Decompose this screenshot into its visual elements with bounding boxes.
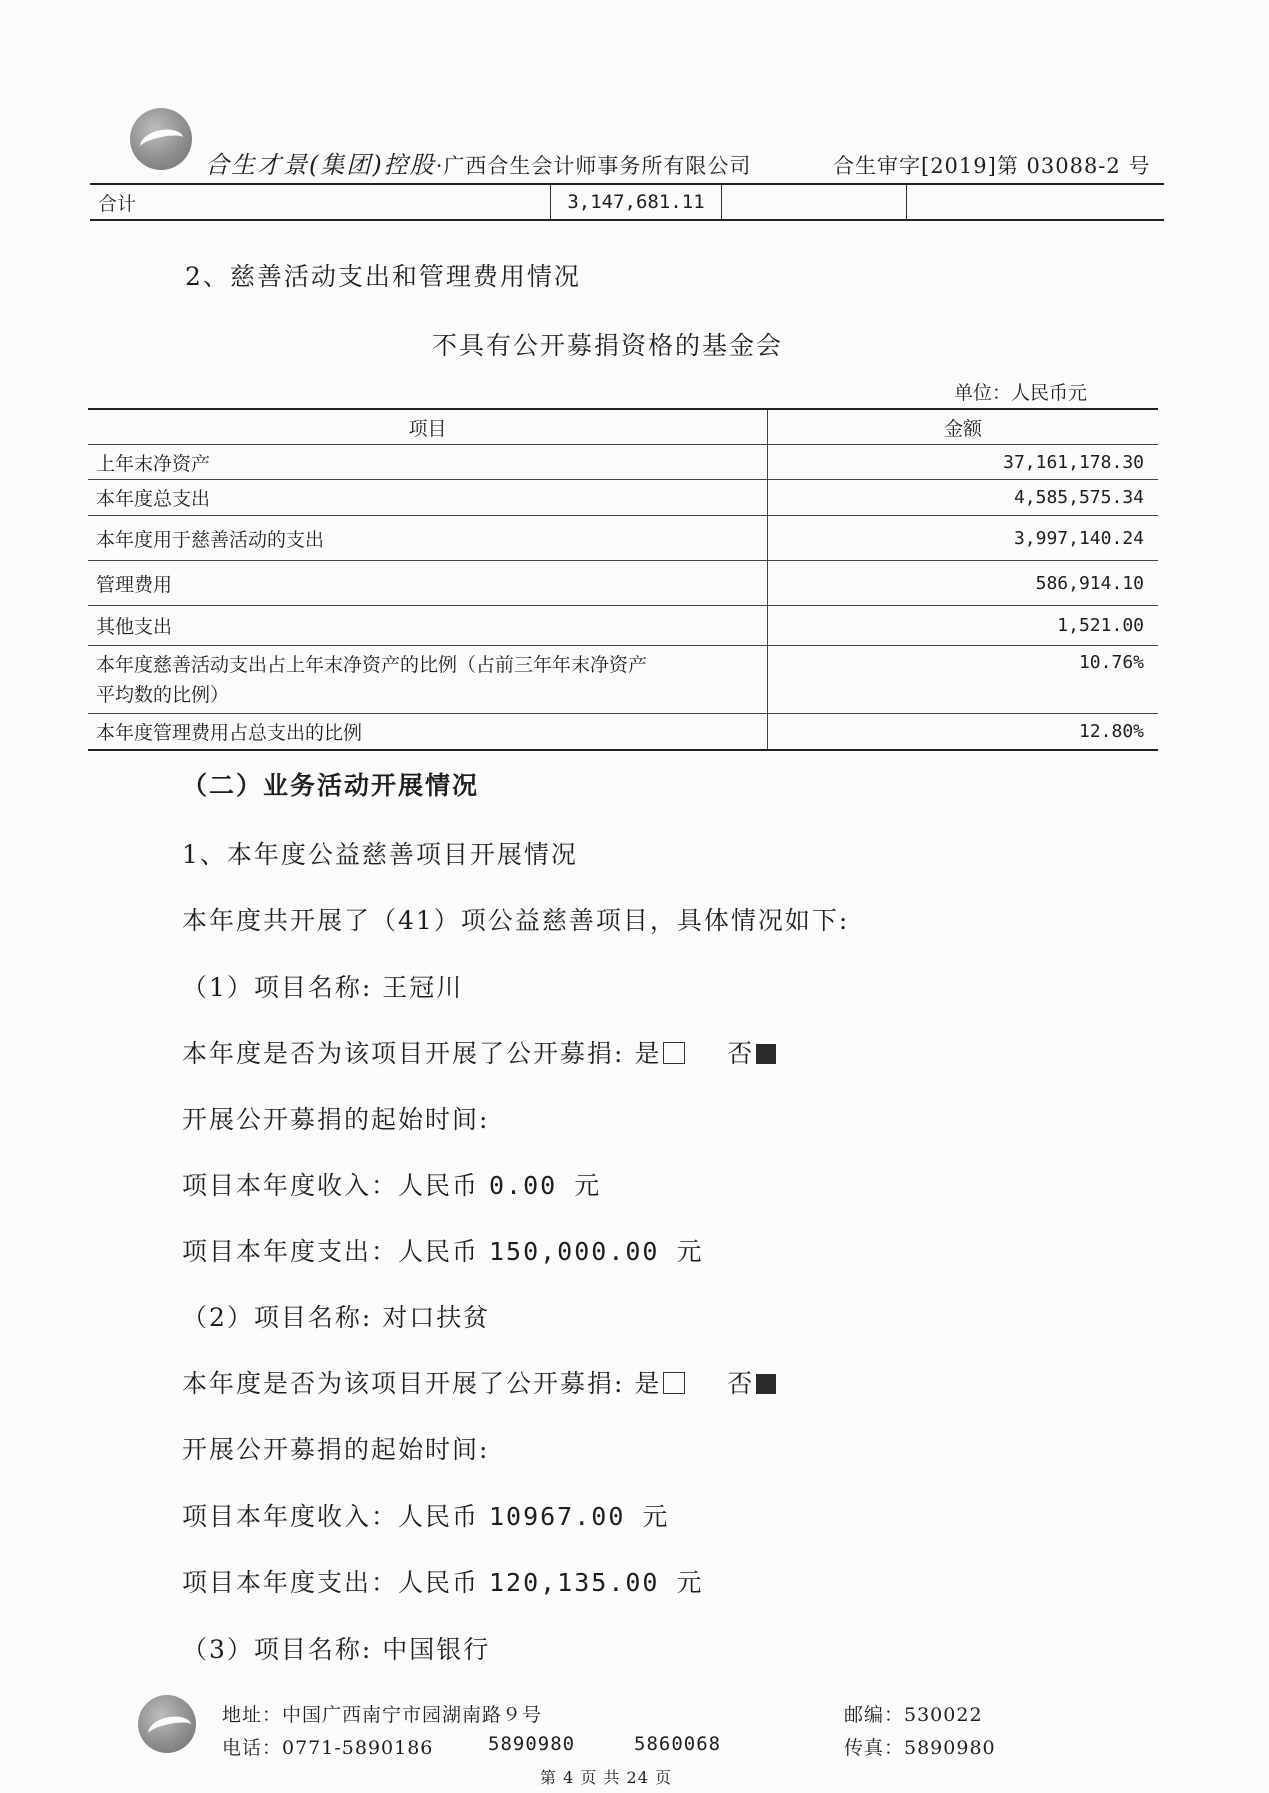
row-label: 本年度总支出 (88, 480, 768, 516)
row-amount: 586,914.10 (768, 561, 1159, 606)
income-label: 项目本年度收入：人民币 (182, 1171, 480, 1200)
expense-label: 项目本年度支出：人民币 (182, 1568, 480, 1597)
page-number: 第 4 页 共 24 页 (540, 1768, 672, 1787)
yes-checkbox (663, 1372, 685, 1394)
row-amount: 1,521.00 (768, 606, 1159, 646)
total-value: 3,147,681.11 (551, 185, 722, 220)
project-2-fundraise (182, 1364, 778, 1400)
income-value: 10967.00 元 (488, 1502, 670, 1531)
table-row (88, 646, 1158, 714)
column-header-amount: 金额 (768, 409, 1159, 445)
row-amount: 12.80% (1078, 720, 1144, 742)
table-header-row (88, 409, 1158, 445)
row-label: 上年末净资产 (88, 445, 768, 480)
row-amount: 3,997,140.24 (768, 516, 1159, 561)
fundraise-question: 本年度是否为该项目开展了公开募捐: (182, 1039, 625, 1068)
project-2-start-time: 开展公开募捐的起始时间: (182, 1435, 490, 1464)
row-amount: 4,585,575.34 (768, 480, 1159, 516)
row-label: 本年度用于慈善活动的支出 (88, 516, 768, 561)
business-heading: （二）业务活动开展情况 (182, 771, 480, 800)
project-2-expense (182, 1563, 704, 1599)
expense-label: 项目本年度支出：人民币 (182, 1237, 480, 1266)
project-2-income (182, 1497, 669, 1533)
footer-logo (138, 1695, 196, 1753)
project-1-fundraise (182, 1034, 778, 1070)
total-label: 合计 (90, 185, 551, 220)
row-label: 本年度管理费用占总支出的比例 (88, 714, 768, 750)
table-row (88, 561, 1158, 606)
document-code: 合生审字[2019]第 03088-2 号 (833, 154, 1151, 178)
expense-value: 150,000.00 元 (488, 1237, 704, 1266)
fundraise-question: 本年度是否为该项目开展了公开募捐: (182, 1369, 625, 1398)
table-row (88, 606, 1158, 646)
projects-subheading: 1、本年度公益慈善项目开展情况 (182, 840, 578, 869)
table-row (88, 445, 1158, 480)
firm-logo (130, 108, 192, 170)
table-row (90, 185, 1164, 220)
no-checkbox (756, 1374, 776, 1394)
header-firm (205, 145, 751, 180)
project-1-income (182, 1166, 601, 1202)
footer-fax: 传真：5890980 (844, 1737, 996, 1759)
expense-table (88, 408, 1158, 751)
no-label: 否 (727, 1039, 755, 1068)
projects-intro: 本年度共开展了（41）项公益慈善项目，具体情况如下: (182, 906, 850, 935)
section-heading: 2、慈善活动支出和管理费用情况 (185, 262, 581, 291)
no-checkbox (756, 1044, 776, 1064)
no-label: 否 (727, 1369, 755, 1398)
row-label-line1: 本年度慈善活动支出占上年末净资产的比例（占前三年年末净资产 (96, 653, 648, 676)
yes-label: 是 (634, 1039, 662, 1068)
project-1-title: （1）项目名称: 王冠川 (182, 973, 464, 1002)
yes-checkbox (663, 1042, 685, 1064)
project-2-title: （2）项目名称: 对口扶贫 (182, 1303, 491, 1332)
footer-phone-3: 5860068 (634, 1733, 722, 1755)
expense-value: 120,135.00 元 (488, 1568, 704, 1597)
table-row (88, 714, 1158, 750)
project-1-start-time: 开展公开募捐的起始时间: (182, 1105, 490, 1134)
footer-postcode: 邮编：530022 (844, 1704, 983, 1726)
column-header-item: 项目 (88, 409, 768, 445)
row-label: 其他支出 (88, 606, 768, 646)
unit-label: 单位：人民币元 (954, 382, 1088, 404)
empty-cell (907, 185, 1165, 220)
firm-script-name: 合生才景(集团)控股 (205, 151, 436, 179)
row-label: 管理费用 (88, 561, 768, 606)
footer-address: 地址：中国广西南宁市园湖南路９号 (222, 1704, 543, 1726)
project-1-expense (182, 1232, 704, 1268)
row-label-line2: 平均数的比例） (96, 683, 230, 706)
row-label (88, 646, 768, 714)
income-label: 项目本年度收入：人民币 (182, 1502, 480, 1531)
project-3-title: （3）项目名称: 中国银行 (182, 1635, 491, 1664)
row-amount: 37,161,178.30 (768, 445, 1159, 480)
firm-name: ·广西合生会计师事务所有限公司 (435, 154, 752, 178)
table-row (88, 480, 1158, 516)
income-value: 0.00 元 (488, 1171, 602, 1200)
footer-phone-2: 5890980 (488, 1733, 576, 1755)
table-subtitle: 不具有公开募捐资格的基金会 (432, 331, 784, 360)
row-amount: 10.76% (768, 646, 1159, 714)
table-row (88, 516, 1158, 561)
empty-cell (722, 185, 907, 220)
total-row-table (90, 185, 1164, 221)
footer-phone: 电话：0771-5890186 (222, 1737, 434, 1759)
yes-label: 是 (634, 1369, 662, 1398)
